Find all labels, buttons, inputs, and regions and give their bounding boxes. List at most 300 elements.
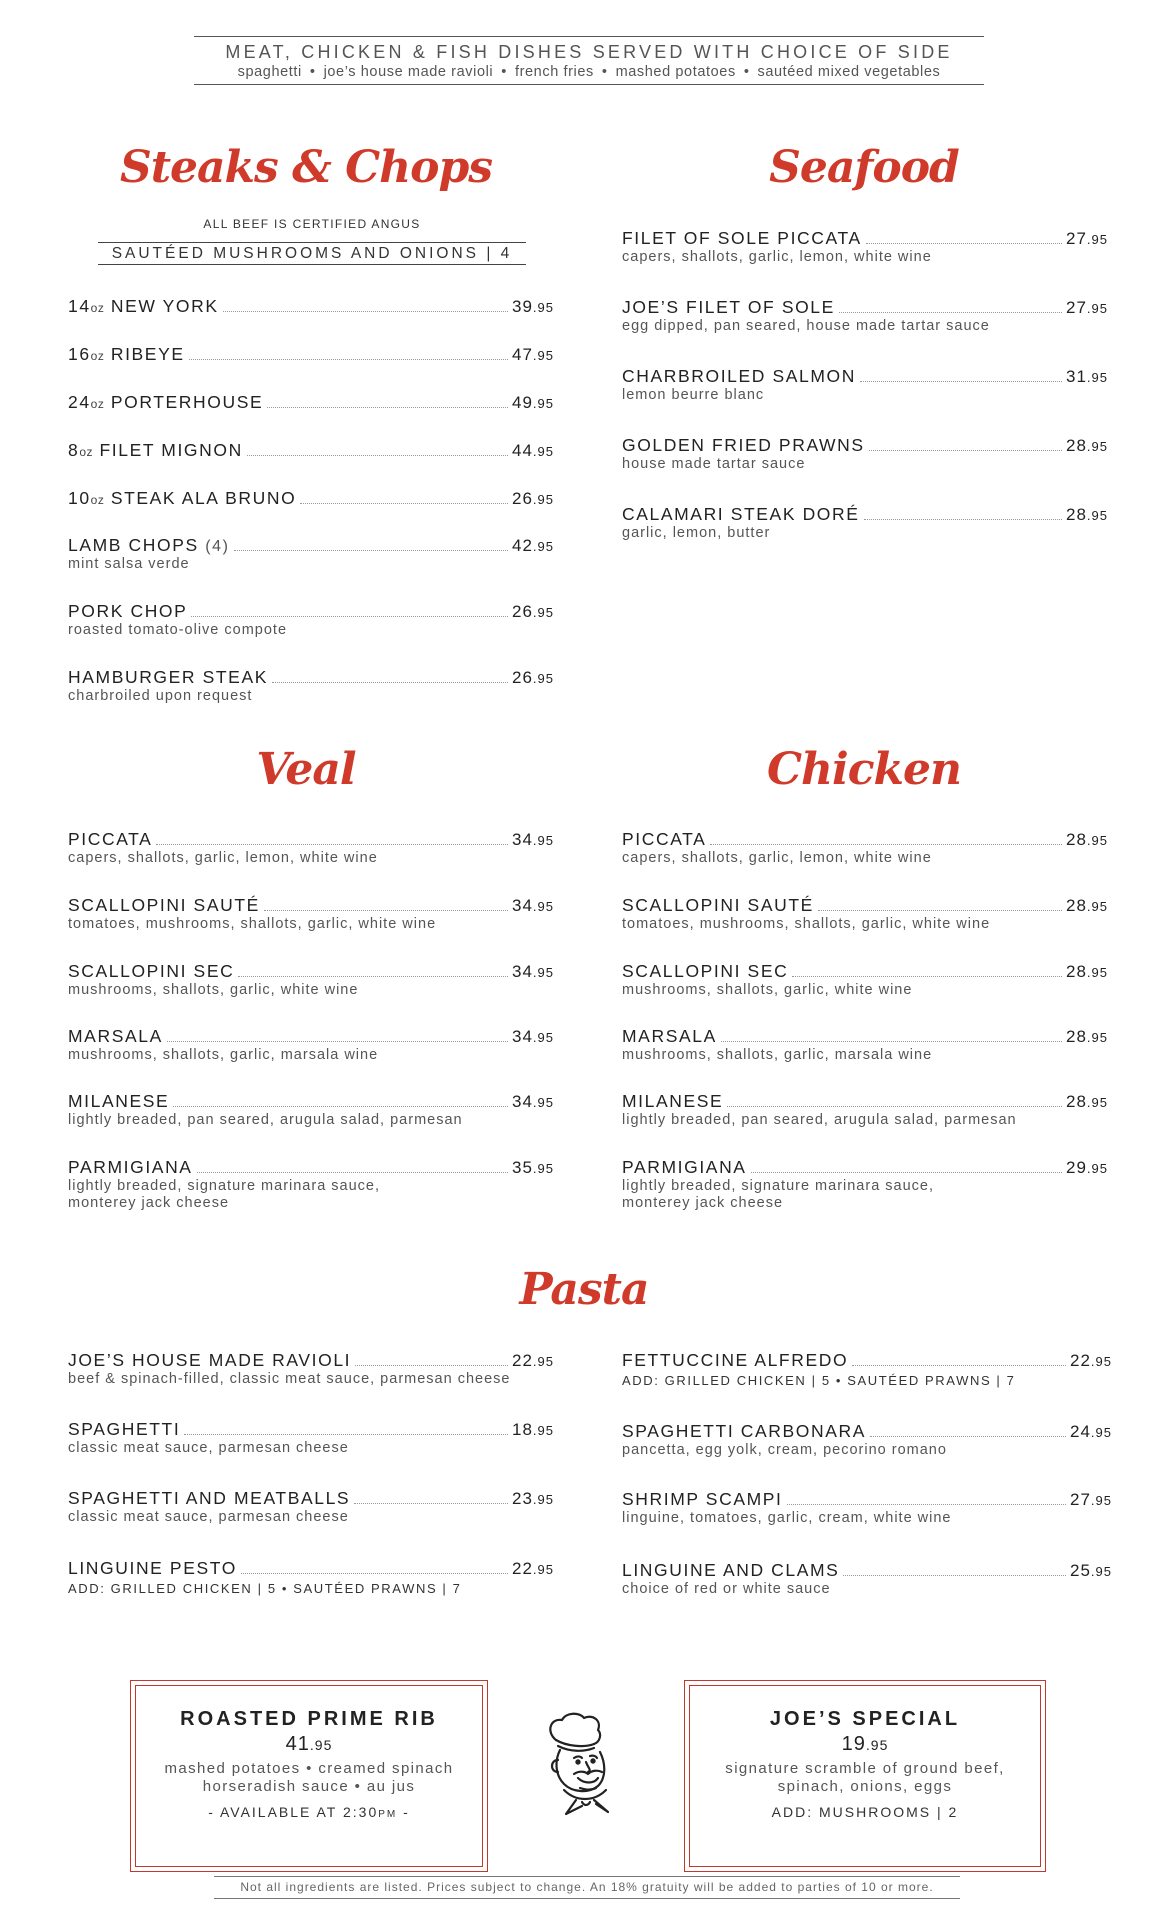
menu-item	[68, 1091, 554, 1129]
price-cents: .95	[1090, 1564, 1112, 1579]
chef-mascot-icon	[536, 1710, 632, 1820]
menu-item-row	[622, 895, 1108, 916]
item-price	[512, 1027, 554, 1047]
price-cents: .95	[1086, 370, 1108, 385]
item-price	[512, 830, 554, 850]
item-price	[1066, 505, 1108, 525]
dot-leader	[818, 910, 1062, 911]
item-title: LINGUINE AND CLAMS	[622, 1560, 840, 1580]
price-cents: .95	[865, 1737, 889, 1753]
menu-item	[622, 366, 1108, 404]
item-quantity: (4)	[205, 538, 230, 555]
special-desc-line: mashed potatoes • creamed spinach	[164, 1760, 454, 1777]
price-dollars: 28	[1066, 896, 1087, 915]
item-description: egg dipped, pan seared, house made tartar sauce	[622, 318, 990, 334]
item-title: MILANESE	[68, 1091, 170, 1111]
menu-item-row	[68, 392, 554, 413]
price-cents: .95	[1086, 1030, 1108, 1045]
price-cents: .95	[532, 348, 554, 363]
dot-leader	[869, 450, 1062, 451]
item-name	[622, 829, 706, 850]
item-title: MILANESE	[622, 1091, 724, 1111]
price-dollars: 24	[1070, 1422, 1091, 1441]
item-price	[512, 1351, 554, 1371]
item-description: capers, shallots, garlic, lemon, white wine	[68, 850, 378, 866]
oz-weight: 16	[68, 344, 91, 364]
item-name	[68, 488, 296, 509]
side-item: sautéed mixed vegetables	[757, 64, 941, 80]
price-dollars: 34	[512, 962, 533, 981]
item-name	[68, 961, 234, 982]
menu-item	[622, 1489, 1112, 1527]
menu-item	[622, 1026, 1108, 1064]
item-price	[512, 393, 554, 413]
price-cents: .95	[1086, 965, 1108, 980]
item-title: NEW YORK	[110, 296, 219, 316]
price-dollars: 22	[512, 1351, 533, 1370]
item-name	[68, 1558, 237, 1579]
item-title: FILET MIGNON	[99, 440, 243, 460]
price-dollars: 27	[1070, 1490, 1091, 1509]
price-cents: .95	[532, 492, 554, 507]
item-name	[68, 895, 260, 916]
menu-item	[68, 1558, 554, 1597]
price-dollars: 28	[1066, 505, 1087, 524]
item-description: monterey jack cheese	[622, 1195, 784, 1211]
menu-item	[622, 504, 1108, 542]
menu-item-row	[622, 1350, 1112, 1371]
item-title: PORK CHOP	[68, 601, 188, 621]
dot-leader	[267, 407, 508, 408]
price-cents: .95	[1086, 232, 1108, 247]
item-description: classic meat sauce, parmesan cheese	[68, 1509, 349, 1525]
sides-banner	[194, 36, 984, 85]
price-cents: .95	[532, 444, 554, 459]
item-title: SPAGHETTI CARBONARA	[622, 1421, 866, 1441]
menu-item	[68, 1157, 554, 1212]
item-price	[1066, 962, 1108, 982]
item-name	[622, 1026, 717, 1047]
special-price	[136, 1733, 482, 1756]
item-name	[68, 1488, 350, 1509]
price-cents: .95	[1086, 1095, 1108, 1110]
item-name	[68, 1026, 163, 1047]
dot-leader	[727, 1106, 1062, 1107]
price-cents: .95	[532, 1423, 554, 1438]
banner-sides: spaghetti • joe’s house made ravioli • french fries • mashed potatoes • sautéed mixed vegetables	[237, 64, 941, 80]
price-cents: .95	[1090, 1493, 1112, 1508]
item-title: RIBEYE	[110, 344, 185, 364]
item-description: monterey jack cheese	[68, 1195, 230, 1211]
menu-item-row	[622, 1421, 1112, 1442]
price-cents: .95	[532, 671, 554, 686]
item-price	[512, 602, 554, 622]
side-item: mashed potatoes	[615, 64, 736, 80]
dot-leader	[751, 1172, 1062, 1173]
oz-unit: oz	[90, 397, 105, 411]
item-name	[622, 297, 835, 318]
price-dollars: 23	[512, 1489, 533, 1508]
item-price	[512, 536, 554, 556]
menu-item	[68, 344, 554, 365]
item-price	[512, 1559, 554, 1579]
item-price	[1066, 1092, 1108, 1112]
section-title-chicken: Chicken	[767, 744, 961, 795]
price-cents: .95	[532, 1095, 554, 1110]
menu-item	[622, 228, 1108, 266]
price-dollars: 22	[1070, 1351, 1091, 1370]
menu-item-row	[68, 1419, 554, 1440]
price-dollars: 26	[512, 489, 533, 508]
price-dollars: 39	[512, 297, 533, 316]
prime-rib-special	[130, 1680, 488, 1872]
menu-item-row	[622, 961, 1108, 982]
item-title: FILET OF SOLE PICCATA	[622, 228, 862, 248]
oz-weight: 8	[68, 440, 80, 460]
item-name	[622, 895, 814, 916]
price-dollars: 47	[512, 345, 533, 364]
price-cents: .95	[532, 833, 554, 848]
item-description: lightly breaded, pan seared, arugula salad, parmesan	[68, 1112, 463, 1128]
item-price	[512, 896, 554, 916]
price-dollars: 34	[512, 896, 533, 915]
item-name	[68, 344, 185, 365]
special-inner-frame	[135, 1685, 483, 1867]
price-cents: .95	[532, 1030, 554, 1045]
item-price	[1066, 830, 1108, 850]
menu-item-row	[68, 1488, 554, 1509]
price-dollars: 27	[1066, 298, 1087, 317]
item-name	[68, 440, 243, 461]
menu-item	[68, 667, 554, 705]
dot-leader	[264, 910, 508, 911]
dot-leader	[191, 616, 508, 617]
item-price	[1066, 436, 1108, 456]
menu-item-row	[68, 601, 554, 622]
price-dollars: 44	[512, 441, 533, 460]
item-name	[622, 1350, 848, 1371]
special-inner-frame	[689, 1685, 1041, 1867]
item-description: lightly breaded, pan seared, arugula salad, parmesan	[622, 1112, 1017, 1128]
item-description: choice of red or white sauce	[622, 1581, 831, 1597]
menu-item	[622, 895, 1108, 933]
price-dollars: 31	[1066, 367, 1087, 386]
item-price	[1070, 1351, 1112, 1371]
item-name	[622, 961, 788, 982]
price-cents: .95	[532, 1492, 554, 1507]
price-cents: .95	[1086, 439, 1108, 454]
dot-leader	[173, 1106, 508, 1107]
item-title: HAMBURGER STEAK	[68, 667, 268, 687]
item-description: mushrooms, shallots, garlic, marsala wine	[68, 1047, 379, 1063]
item-name	[68, 1091, 169, 1112]
item-title: CHARBROILED SALMON	[622, 366, 856, 386]
menu-item-row	[622, 1026, 1108, 1047]
item-name	[622, 504, 860, 525]
item-title: SCALLOPINI SEC	[68, 961, 235, 981]
menu-item-row	[68, 296, 554, 317]
footer-disclaimer: Not all ingredients are listed. Prices subject to change. An 18% gratuity will be added to parties of 10 or more.	[214, 1876, 960, 1899]
side-item: french fries	[514, 64, 594, 80]
item-description: capers, shallots, garlic, lemon, white wine	[622, 850, 932, 866]
item-title: PARMIGIANA	[622, 1157, 747, 1177]
menu-item	[68, 1350, 554, 1388]
oz-unit: oz	[79, 445, 94, 459]
item-price	[512, 962, 554, 982]
price-dollars: 26	[512, 668, 533, 687]
item-title: STEAK ALA BRUNO	[110, 488, 297, 508]
item-name	[622, 366, 856, 387]
steak-addon-note: SAUTÉED MUSHROOMS AND ONIONS | 4	[98, 242, 526, 265]
item-price	[512, 441, 554, 461]
item-title: PARMIGIANA	[68, 1157, 193, 1177]
price-dollars: 41	[285, 1733, 310, 1755]
price-dollars: 28	[1066, 1092, 1087, 1111]
menu-item-row	[68, 1026, 554, 1047]
joes-special	[684, 1680, 1046, 1872]
price-cents: .95	[532, 605, 554, 620]
special-desc-line: signature scramble of ground beef,	[725, 1760, 1005, 1777]
oz-unit: oz	[90, 301, 105, 315]
item-title: LINGUINE PESTO	[68, 1558, 237, 1578]
special-desc-line: horseradish sauce • au jus	[202, 1778, 416, 1795]
price-dollars: 42	[512, 536, 533, 555]
menu-item	[68, 961, 554, 999]
item-name	[68, 1350, 351, 1371]
item-name	[68, 1157, 193, 1178]
price-cents: .95	[532, 1161, 554, 1176]
menu-item-row	[68, 1350, 554, 1371]
oz-unit: oz	[90, 349, 105, 363]
price-dollars: 29	[1066, 1158, 1087, 1177]
item-description: linguine, tomatoes, garlic, cream, white wine	[622, 1510, 952, 1526]
menu-item	[622, 1560, 1112, 1598]
item-description: mint salsa verde	[68, 556, 190, 572]
price-dollars: 19	[841, 1733, 866, 1755]
item-title: SCALLOPINI SAUTÉ	[622, 895, 814, 915]
angus-note: ALL BEEF IS CERTIFIED ANGUS	[203, 217, 421, 231]
special-name: ROASTED PRIME RIB	[180, 1708, 438, 1730]
menu-item	[68, 535, 554, 573]
banner-title: MEAT, CHICKEN & FISH DISHES SERVED WITH CHOICE OF SIDE	[225, 42, 953, 62]
menu-item-row	[68, 1157, 554, 1178]
menu-item-row	[622, 366, 1108, 387]
item-price	[1066, 896, 1108, 916]
menu-item	[68, 296, 554, 317]
availability-pm: PM	[378, 1809, 398, 1820]
item-description: lightly breaded, signature marinara sauce,	[68, 1178, 381, 1194]
item-price	[1070, 1422, 1112, 1442]
item-price	[512, 297, 554, 317]
item-name	[622, 435, 865, 456]
menu-item-row	[622, 504, 1108, 525]
item-description: pancetta, egg yolk, cream, pecorino romano	[622, 1442, 947, 1458]
item-description: mushrooms, shallots, garlic, white wine	[622, 982, 913, 998]
menu-item	[68, 392, 554, 413]
item-description: beef & spinach-filled, classic meat sauce, parmesan cheese	[68, 1371, 511, 1387]
dot-leader	[238, 976, 508, 977]
dot-leader	[866, 243, 1062, 244]
menu-item	[622, 297, 1108, 335]
item-title: SPAGHETTI AND MEATBALLS	[68, 1488, 351, 1508]
item-description: lemon beurre blanc	[622, 387, 765, 403]
item-price	[512, 1420, 554, 1440]
dot-leader	[189, 359, 508, 360]
dot-leader	[167, 1041, 508, 1042]
item-title: PORTERHOUSE	[110, 392, 264, 412]
item-title: LAMB CHOPS	[68, 535, 199, 555]
item-description: classic meat sauce, parmesan cheese	[68, 1440, 349, 1456]
section-title-steaks: Steaks & Chops	[119, 142, 493, 193]
item-title: JOE’S FILET OF SOLE	[622, 297, 835, 317]
price-dollars: 35	[512, 1158, 533, 1177]
item-price	[1066, 229, 1108, 249]
item-price	[1066, 298, 1108, 318]
oz-unit: oz	[90, 493, 105, 507]
price-cents: .95	[1086, 508, 1108, 523]
item-description: capers, shallots, garlic, lemon, white wine	[622, 249, 932, 265]
item-name	[622, 1091, 723, 1112]
price-dollars: 28	[1066, 1027, 1087, 1046]
menu-item	[622, 1157, 1108, 1212]
price-cents: .95	[1090, 1354, 1112, 1369]
menu-item-row	[622, 1157, 1108, 1178]
menu-item	[622, 1350, 1112, 1389]
item-description: house made tartar sauce	[622, 456, 806, 472]
item-name	[622, 1560, 839, 1581]
side-item: joe’s house made ravioli	[323, 64, 494, 80]
price-cents: .95	[1086, 301, 1108, 316]
oz-weight: 24	[68, 392, 91, 412]
item-title: JOE’S HOUSE MADE RAVIOLI	[68, 1350, 352, 1370]
special-price	[690, 1733, 1040, 1756]
price-dollars: 34	[512, 830, 533, 849]
price-cents: .95	[1086, 833, 1108, 848]
dot-leader	[223, 311, 508, 312]
menu-item-row	[68, 667, 554, 688]
price-cents: .95	[532, 965, 554, 980]
dot-leader	[721, 1041, 1062, 1042]
menu-item-row	[622, 1560, 1112, 1581]
dot-leader	[234, 550, 508, 551]
dot-leader	[864, 519, 1062, 520]
dot-leader	[355, 1365, 508, 1366]
menu-item	[68, 601, 554, 639]
item-price	[512, 1158, 554, 1178]
item-name	[622, 1489, 783, 1510]
item-description: mushrooms, shallots, garlic, marsala wine	[622, 1047, 933, 1063]
dot-leader	[184, 1434, 508, 1435]
menu-item-row	[622, 1091, 1108, 1112]
menu-item-row	[68, 895, 554, 916]
item-description: tomatoes, mushrooms, shallots, garlic, white wine	[622, 916, 991, 932]
dot-leader	[860, 381, 1062, 382]
menu-item	[68, 1488, 554, 1526]
item-description: lightly breaded, signature marinara sauce,	[622, 1178, 935, 1194]
price-dollars: 22	[512, 1559, 533, 1578]
dot-leader	[710, 844, 1062, 845]
dot-leader	[354, 1503, 508, 1504]
item-price	[1066, 1158, 1108, 1178]
side-item: spaghetti	[237, 64, 302, 80]
item-price	[512, 345, 554, 365]
menu-item-row	[68, 344, 554, 365]
menu-item-row	[68, 1091, 554, 1112]
dot-leader	[197, 1172, 508, 1173]
item-title: SPAGHETTI	[68, 1419, 181, 1439]
item-name	[68, 535, 230, 556]
menu-item	[68, 829, 554, 867]
item-price	[1066, 367, 1108, 387]
item-price	[1070, 1561, 1112, 1581]
menu-item-row	[68, 1558, 554, 1579]
menu-item	[68, 895, 554, 933]
price-dollars: 49	[512, 393, 533, 412]
item-title: SCALLOPINI SEC	[622, 961, 789, 981]
item-price	[512, 1489, 554, 1509]
special-addon: ADD: MUSHROOMS | 2	[771, 1804, 959, 1820]
price-dollars: 28	[1066, 436, 1087, 455]
item-name	[68, 667, 268, 688]
special-desc-line: spinach, onions, eggs	[777, 1778, 953, 1795]
item-title: SHRIMP SCAMPI	[622, 1489, 783, 1509]
menu-item-row	[68, 535, 554, 556]
price-cents: .95	[1086, 899, 1108, 914]
price-dollars: 26	[512, 602, 533, 621]
price-cents: .95	[532, 396, 554, 411]
section-title-seafood: Seafood	[769, 142, 959, 193]
price-cents: .95	[1090, 1425, 1112, 1440]
price-cents: .95	[532, 300, 554, 315]
item-name	[68, 296, 219, 317]
oz-weight: 10	[68, 488, 91, 508]
dot-leader	[870, 1436, 1066, 1437]
menu-item-row	[622, 435, 1108, 456]
price-dollars: 34	[512, 1027, 533, 1046]
price-dollars: 18	[512, 1420, 533, 1439]
item-addon: ADD: GRILLED CHICKEN | 5 • SAUTÉED PRAWNS | 7	[68, 1581, 462, 1596]
item-name	[622, 1421, 866, 1442]
item-title: PICCATA	[622, 829, 707, 849]
dot-leader	[156, 844, 508, 845]
price-dollars: 34	[512, 1092, 533, 1111]
special-availability	[136, 1804, 482, 1820]
oz-weight: 14	[68, 296, 91, 316]
item-price	[512, 489, 554, 509]
price-dollars: 27	[1066, 229, 1087, 248]
dot-leader	[839, 312, 1062, 313]
item-title: FETTUCCINE ALFREDO	[622, 1350, 849, 1370]
dot-leader	[272, 682, 508, 683]
special-name: JOE’S SPECIAL	[769, 1708, 961, 1730]
item-price	[512, 1092, 554, 1112]
dot-leader	[792, 976, 1062, 977]
item-description: roasted tomato-olive compote	[68, 622, 288, 638]
price-cents: .95	[532, 1354, 554, 1369]
menu-item-row	[622, 1489, 1112, 1510]
item-name	[622, 1157, 747, 1178]
item-price	[1070, 1490, 1112, 1510]
dot-leader	[787, 1504, 1066, 1505]
menu-item	[622, 961, 1108, 999]
dot-leader	[241, 1573, 508, 1574]
menu-item-row	[68, 829, 554, 850]
price-dollars: 28	[1066, 830, 1087, 849]
item-title: MARSALA	[68, 1026, 163, 1046]
item-title: GOLDEN FRIED PRAWNS	[622, 435, 865, 455]
item-name	[68, 829, 152, 850]
menu-item-row	[68, 488, 554, 509]
